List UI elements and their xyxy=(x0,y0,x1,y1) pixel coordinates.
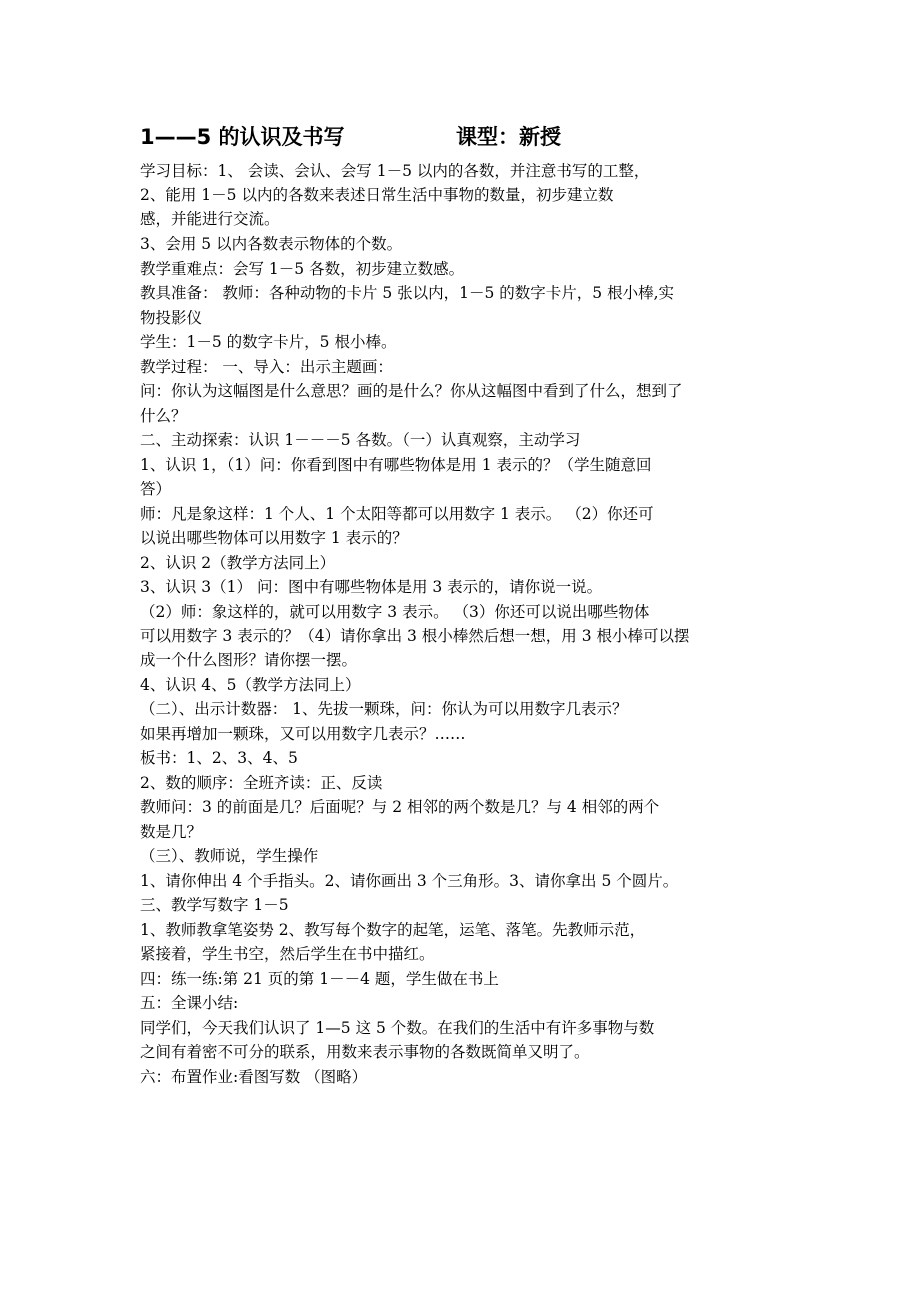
text-line: 教学过程： 一、导入：出示主题画： xyxy=(140,358,393,376)
text-line: 四：练一练:第 21 页的第 1－－4 题，学生做在书上 xyxy=(140,970,499,988)
lesson-title: 1——5 的认识及书写 xyxy=(140,125,345,149)
text-line: 2、数的顺序：全班齐读：正、反读 xyxy=(140,774,383,792)
text-line: （二）、出示计数器： 1、先拔一颗珠，问：你认为可以用数字几表示？ xyxy=(140,700,628,718)
text-line: 问：你认为这幅图是什么意思？画的是什么？你从这幅图中看到了什么，想到了 xyxy=(140,382,683,400)
text-line: 3、会用 5 以内各数表示物体的个数。 xyxy=(140,235,403,253)
text-line: 成一个什么图形？请你摆一摆。 xyxy=(140,651,358,669)
text-line: 2、能用 1－5 以内的各数来表述日常生活中事物的数量，初步建立数 xyxy=(140,186,614,204)
text-line: 3、认识 3（1） 问：图中有哪些物体是用 3 表示的，请你说一说。 xyxy=(140,578,603,596)
text-line: 1、认识 1，（1）问：你看到图中有哪些物体是用 1 表示的？（学生随意回 xyxy=(140,456,652,474)
text-line: 数是几？ xyxy=(140,823,203,841)
lesson-type: 课型：新授 xyxy=(456,125,561,149)
text-line: 六：布置作业:看图写数 （图略） xyxy=(140,1068,368,1086)
text-line: 教具准备： 教师：各种动物的卡片 5 张以内，1－5 的数字卡片，5 根小棒,实 xyxy=(140,284,675,302)
text-line: 1、教师教拿笔姿势 2、教写每个数字的起笔，运笔、落笔。先教师示范， xyxy=(140,921,646,939)
text-line: 感，并能进行交流。 xyxy=(140,210,280,228)
text-line: 以说出哪些物体可以用数字 1 表示的？ xyxy=(140,529,408,547)
text-line: 紧接着，学生书空，然后学生在书中描红。 xyxy=(140,945,435,963)
text-line: 三、教学写数字 1－5 xyxy=(140,896,289,914)
text-line: 板书：1、2、3、4、5 xyxy=(140,749,298,767)
text-line: 如果再增加一颗珠，又可以用数字几表示？…… xyxy=(140,725,466,743)
text-line: 师：凡是象这样：1 个人、1 个太阳等都可以用数字 1 表示。 （2）你还可 xyxy=(140,505,654,523)
text-line: 答） xyxy=(140,480,172,498)
text-line: 教师问：3 的前面是几？后面呢？与 2 相邻的两个数是几？与 4 相邻的两个 xyxy=(140,798,660,816)
text-line: （2）师：象这样的，就可以用数字 3 表示。 （3）你还可以说出哪些物体 xyxy=(140,603,650,621)
text-line: 可以用数字 3 表示的？（4）请你拿出 3 根小棒然后想一想，用 3 根小棒可以摆 xyxy=(140,627,690,645)
text-line: 1、请你伸出 4 个手指头。2、请你画出 3 个三角形。3、请你拿出 5 个圆片。 xyxy=(140,872,679,890)
text-line: 之间有着密不可分的联系，用数来表示事物的各数既简单又明了。 xyxy=(140,1043,590,1061)
text-line: 教学重难点：会写 1－5 各数，初步建立数感。 xyxy=(140,260,465,278)
text-line: 二、主动探索：认识 1－－－5 各数。（一）认真观察，主动学习 xyxy=(140,431,581,449)
text-line: （三）、教师说，学生操作 xyxy=(140,847,319,865)
text-line: 2、认识 2（教学方法同上） xyxy=(140,554,336,572)
text-line: 学习目标：1、 会读、会认、会写 1－5 以内的各数，并注意书写的工整， xyxy=(140,162,650,180)
text-line: 同学们，今天我们认识了 1—5 这 5 个数。在我们的生活中有许多事物与数 xyxy=(140,1019,655,1037)
text-line: 什么？ xyxy=(140,407,187,425)
text-line: 物投影仪 xyxy=(140,309,203,327)
text-line: 4、认识 4、5（教学方法同上） xyxy=(140,676,361,694)
text-line: 学生：1－5 的数字卡片，5 根小棒。 xyxy=(140,333,397,351)
title-row xyxy=(140,121,561,153)
text-line: 五：全课小结: xyxy=(140,994,239,1012)
